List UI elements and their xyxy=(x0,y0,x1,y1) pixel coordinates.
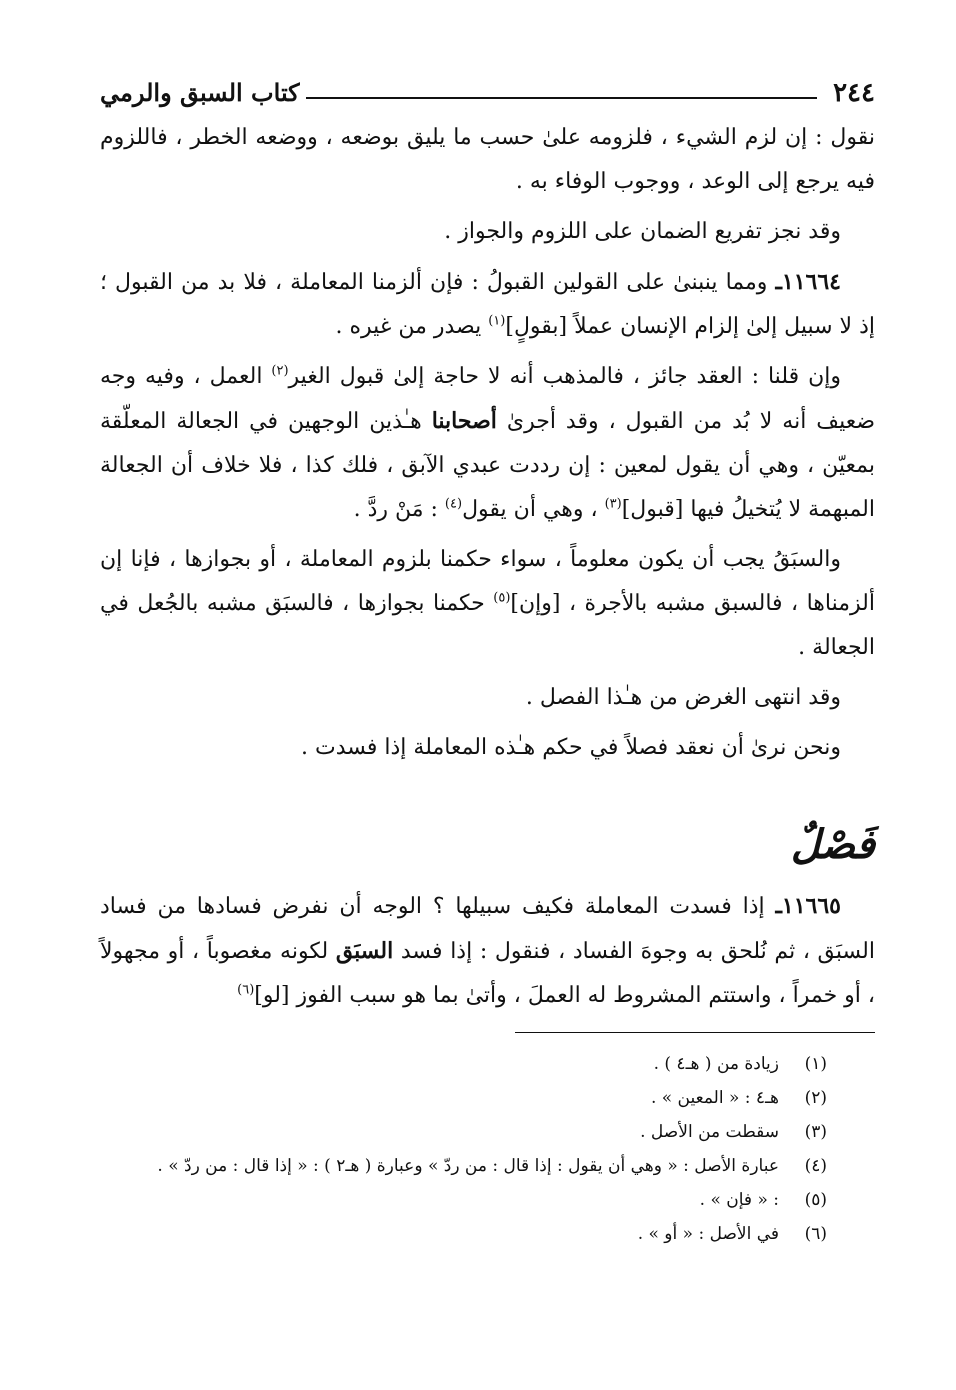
footnote-item xyxy=(100,1217,827,1251)
footnote-text: هـ٤ : « المعين » . xyxy=(650,1088,779,1108)
footnote-rule xyxy=(515,1032,875,1033)
footnote-ref: (٤) xyxy=(444,496,463,512)
paragraph-4 xyxy=(100,355,875,532)
main-text xyxy=(100,116,875,1018)
footnote-ref: (٣) xyxy=(604,496,622,512)
section-heading: فَصْلٌ xyxy=(790,821,875,868)
footnote-item xyxy=(100,1149,827,1183)
paragraph-4-text-d: ، وهي أن يقول xyxy=(462,497,605,522)
paragraph-3-text-b: يصدر من غيره . xyxy=(335,314,489,339)
paragraph-8-text-a: إذا فسدت المعاملة فكيف سبيلها ؟ الوجه أن نفرض فسادها من فساد السبَق ، ثم نُلحق به وجوهَ الفساد ، فنقول : إذا فسد xyxy=(100,894,875,964)
footnote-item xyxy=(100,1115,827,1149)
paragraph-1: نقول : إن لزم الشيء ، فلزومه علىٰ حسب ما يليق بوضعه ، ووضعه الخطر ، فاللزوم فيه يرجع إلى الوعد ، ووجوب الوفاء به . xyxy=(100,125,875,194)
paragraph-6: وقد انتهى الغرض من هـٰذا الفصل . xyxy=(525,685,841,710)
paragraph-4-text-a: وإن قلنا : العقد جائز ، فالمذهب أنه لا حاجة إلىٰ قبول الغير xyxy=(288,364,841,389)
footnote-text: : « فإن » . xyxy=(699,1190,779,1210)
paragraph-3-text-a: ومما ينبنىٰ على القولين القبولُ : فإن ألزمنا المعاملة ، فلا بد من القبول ؛ إذ لا سبيل إلىٰ إلزام الإنسان عملاً [بقولٍ] xyxy=(100,270,875,339)
footnote-number: (٦) xyxy=(804,1224,827,1244)
paragraph-4-text-c: هـٰذين الوجهين في الجعالة المعلّقة بمعيّن ، وهي أن يقول لمعين : إن رددت عبدي الآبق ، فلك كذا ، فلا خلاف أن الجعالة المبهمة لا يُتخيلُ فيها [قبول] xyxy=(100,409,875,522)
footnote-text: زيادة من ( هـ٤ ) . xyxy=(653,1054,779,1074)
paragraph-8-text-b: لكونه مغصوباً ، أو مجهولاً ، أو خمراً ، واستتم المشروط له العملَ ، وأتىٰ بما هو سبب الفوز [لو] xyxy=(100,939,875,1008)
footnote-number: (٢) xyxy=(804,1088,827,1108)
emphasis-term: السبَق xyxy=(335,938,394,964)
footnote-ref: (٥) xyxy=(493,590,511,606)
running-header xyxy=(100,70,875,108)
footnote-text: سقطت من الأصل . xyxy=(640,1122,779,1142)
paragraph-4-text-e: : مَنْ ردَّ . xyxy=(353,497,445,522)
book-title: كتاب السبق والرمي xyxy=(100,78,300,107)
emphasis-term: أصحابنا xyxy=(431,408,497,434)
footnote-text: في الأصل : « أو » . xyxy=(637,1224,779,1244)
paragraph-3 xyxy=(100,260,875,349)
paragraph-5-text-a: والسبَقُ يجب أن يكون معلوماً ، سواء حكمنا بلزوم المعاملة ، أو بجوازها ، فإنا إن ألزمناها ، فالسبق مشبه بالأجرة ، [وإن] xyxy=(100,547,875,616)
paragraph-4-text-b: العمل ، وفيه وجه ضعيف أنه لا بُد من القبول ، وقد أجرىٰ xyxy=(100,364,875,434)
paragraph-5 xyxy=(100,538,875,670)
footnote-number: (٥) xyxy=(804,1190,827,1210)
footnote-ref: (١) xyxy=(488,313,506,329)
paragraph-5-text-b: حكمنا بجوازها ، فالسبَق مشبه بالجُعل في الجعالة . xyxy=(100,591,875,660)
paragraph-7: ونحن نرىٰ أن نعقد فصلاً في حكم هـٰذه المعاملة إذا فسدت . xyxy=(301,735,841,760)
footnote-ref: (٦) xyxy=(237,982,255,998)
paragraph-8 xyxy=(100,884,875,1018)
page-number: ٢٤٤ xyxy=(833,78,875,108)
issue-number: ١١٦٦٥ـ xyxy=(775,893,841,919)
footnotes xyxy=(100,1047,875,1251)
footnote-item xyxy=(100,1081,827,1115)
footnote-item xyxy=(100,1183,827,1217)
paragraph-2: وقد نجز تفريع الضمان على اللزوم والجواز . xyxy=(444,219,841,244)
page xyxy=(100,70,875,1251)
footnote-text: عبارة الأصل : « وهي أن يقول : إذا قال : من ردّ » وعبارة ( هـ٢ ) : « إذا قال : من ردّ » . xyxy=(157,1156,779,1176)
footnote-number: (٤) xyxy=(804,1156,827,1176)
footnote-number: (٣) xyxy=(804,1122,827,1142)
footnote-item xyxy=(100,1047,827,1081)
issue-number: ١١٦٦٤ـ xyxy=(775,269,841,295)
footnote-number: (١) xyxy=(804,1054,827,1074)
footnote-ref: (٢) xyxy=(271,363,289,379)
header-rule xyxy=(306,97,817,99)
